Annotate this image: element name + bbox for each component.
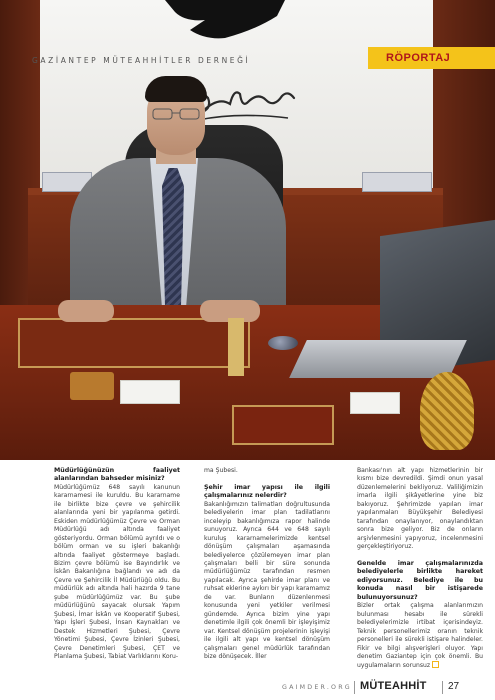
organization-name: GAZİANTEP MÜTEAHHİTLER DERNEĞİ (32, 56, 251, 65)
footer-divider (354, 681, 355, 694)
section-tag: RÖPORTAJ (386, 52, 451, 64)
pen-holder-icon (70, 372, 114, 400)
papers-right (350, 392, 400, 414)
answer-text: Bizler ortak çalışma alanlarımızın bulunması hesabı ile sürekli belediyelerimizle irtibat içerisindeyiz. Teknik personellerimiz oranın teknik personelleri ile sürekli istişare halindeler. Fikir ve bilgi alışverişleri oluyor. Yapı denetim Gaziantep için çok önemli. Bu uygulamaların sorunsuz (357, 602, 483, 670)
answer-paragraph: Müdürlüğümüz 648 sayılı kanunun kararnamesi ile kuruldu. Bu kararname ile birlikte bize çevre ve şehircilik alanlarında yeni bir yapılanma getirdi. Eskiden müdürlüğümüz Çevre ve Orman Müdürlüğü adı altında faaliyet gösteriyordu. Orman bölümü ayrıldı ve o bölüm orman ve su işleri bakanlığı altında faaliyet göstermeye başladı. Bizim çevre bölümü ise Bayındırlık ve İskân Bakanlığına bağlandı ve adı da Çevre ve Şehircilik İl Müdürlüğü oldu. Bu müdürlük adı altında hali hazırda 9 tane şube müdürlüğümüz var. Bu şube müdürlüğünü sayacak olursak Yapım Şubesi, İmar İskân ve Kooperatif Şubesi, Yapı İşleri Şubesi, İnsan Kaynakları ve Destek Hizmetleri Şubesi, Çevre Yönetimi Şubesi, Çevre İzinleri Şubesi, Çevre Denetimleri Şubesi, ÇET ve Planlama Şubesi, Tabiat Varlıklarını Koru- (54, 483, 180, 660)
footer-website: GAIMDER.ORG (282, 684, 352, 691)
question-heading: Müdürlüğünüzün faaliyet alanlarından bahseder misiniz? (54, 467, 180, 483)
glasses-icon (151, 108, 201, 120)
answer-paragraph (357, 602, 483, 671)
desk-frame (232, 405, 334, 445)
binder-stack-right (362, 172, 432, 192)
article-column-3 (357, 467, 483, 671)
answer-paragraph: ma Şubesi. (204, 467, 238, 474)
papers (120, 380, 180, 404)
desk-mat (18, 318, 250, 368)
answer-paragraph: Bankası'nın alt yapı hizmetlerinin bir kısmı bize devredildi. Şimdi onun yasal düzenlemelerini bekliyoruz. Valiliğimizin imarla ilgili şikâyetlerine yine biz bakıyoruz. Şehrimizde yapılan imar yapılanmaları Büyükşehir Belediyesi tarafından onaylanıyor, onaylandıktan sonra bize geliyor. Biz de onların arşivlenmesini yapıyoruz, incelenmesini gerçekleştiriyoruz. (357, 467, 483, 551)
eagle-emblem-icon (145, 0, 305, 42)
article-column-1 (54, 467, 180, 661)
left-hand (58, 300, 114, 322)
mouse-icon (268, 336, 298, 350)
article-body (54, 467, 483, 670)
pine-cone-ornament-icon (420, 372, 474, 450)
footer-magazine-name: MÜTEAHHİT (360, 680, 427, 692)
question-heading: Genelde imar çalışmalarınızda belediyelerle birlikte hareket ediyorsunuz. Belediye ile bu konuda nasıl bir istişarede bulunuyorsunuz? (357, 559, 483, 601)
continue-mark-icon (432, 661, 439, 668)
question-heading: Şehir imar yapısı ile ilgili çalışmalarınız nelerdir? (204, 483, 330, 500)
article-column-2 (204, 467, 330, 661)
man-tie (162, 168, 184, 318)
answer-paragraph: Bakanlığımızın talimatları doğrultusunda belediyelerin imar plan tadilatlarını inceleyip bakanlığımıza rapor halinde sunuyoruz. Ayrıca 644 ve 648 sayılı kuruluş kararnamelerimizde kentsel dönüşüm çalışmaları aşamasında belediyelerce çözülemeyen imar plan çalışmaları belli bir süre sonunda müdürlüğümüz tarafından resmen yapılacak. Ayrıca şehirde imar planı ve ruhsat eklerine aykırı bir yapı karamamız de var. Bunların düzenlenmesi konusunda yeni yetkiler verilmesi gündemde. Ayrıca bizim yine yapı denetimle ilgili çok önemli bir işleyişimiz var. Kentsel dönüşüm projelerinin işleyişi ile ilgili alt yapı ve kentsel dönüşüm çalışmaları genel müdürlük tarafından bize dönüşecek. İller (204, 500, 330, 660)
page-number: 27 (448, 681, 460, 692)
nameplate (228, 318, 244, 376)
page-footer (0, 680, 495, 696)
man-hair (145, 76, 207, 102)
footer-divider (442, 681, 443, 694)
